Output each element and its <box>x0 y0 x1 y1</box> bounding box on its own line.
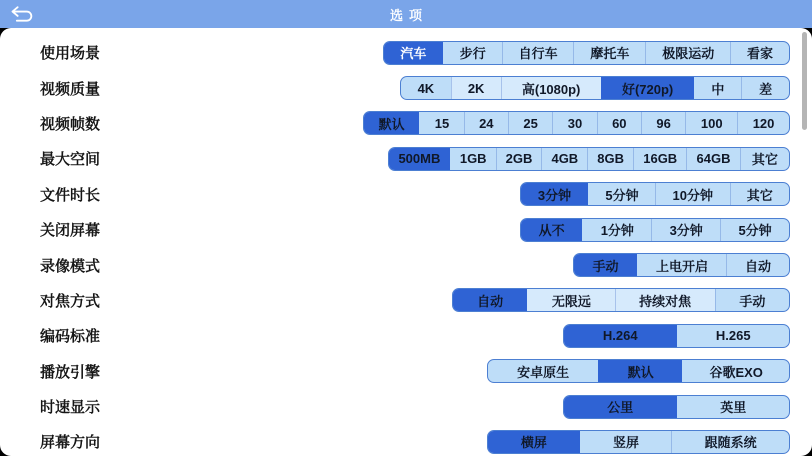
segment-option[interactable]: 25 <box>508 112 552 134</box>
segment-option[interactable]: 无限远 <box>527 289 614 311</box>
segmented-control-max-space <box>388 147 790 171</box>
segment-option[interactable]: 极限运动 <box>645 42 730 64</box>
setting-label-max-space: 最大空间 <box>40 151 101 169</box>
segmented-control-codec-standard <box>563 324 790 348</box>
segment-option[interactable]: 差 <box>741 77 789 99</box>
segment-option[interactable]: 4K <box>417 80 435 96</box>
segment-option[interactable]: H.265 <box>715 328 751 344</box>
segmented-control-focus-mode <box>452 288 790 312</box>
settings-row-video-framerate <box>0 106 812 141</box>
segment-option[interactable]: 自行车 <box>502 42 574 64</box>
segment-option[interactable]: 其它 <box>730 183 790 205</box>
segment-option[interactable]: 公里 <box>564 396 677 418</box>
segment-option[interactable]: 2K <box>451 77 501 99</box>
segment-option[interactable]: 谷歌EXO <box>709 364 763 380</box>
segment-option[interactable]: 跟随系统 <box>671 431 789 453</box>
settings-row-screen-off <box>0 212 812 247</box>
settings-row-speed-unit <box>0 389 812 424</box>
segment-option[interactable]: 横屏 <box>488 431 580 453</box>
segment-option[interactable]: 64GB <box>686 148 739 170</box>
segment-option[interactable]: 96 <box>641 112 685 134</box>
setting-label-usage-scenario: 使用场景 <box>40 45 101 63</box>
segment-option[interactable]: 摩托车 <box>573 42 645 64</box>
segment-option[interactable]: 500MB <box>389 148 450 170</box>
segment-option[interactable]: 持续对焦 <box>615 289 715 311</box>
settings-row-focus-mode <box>0 283 812 318</box>
segmented-control-video-framerate <box>363 111 790 135</box>
settings-row-file-duration <box>0 177 812 212</box>
segmented-control-player-engine <box>487 359 790 383</box>
segment-option[interactable]: 竖屏 <box>613 435 640 451</box>
setting-label-video-framerate: 视频帧数 <box>40 115 101 133</box>
segment-option[interactable]: 自动 <box>453 289 527 311</box>
segmented-control-record-mode <box>573 253 790 277</box>
setting-label-codec-standard: 编码标准 <box>40 328 101 346</box>
settings-row-record-mode <box>0 247 812 282</box>
back-button[interactable] <box>0 0 35 28</box>
segmented-control-file-duration <box>520 182 790 206</box>
segment-option[interactable]: 5分钟 <box>720 219 789 241</box>
segment-option[interactable]: 步行 <box>459 46 486 62</box>
setting-label-file-duration: 文件时长 <box>40 186 101 204</box>
segmented-control-screen-off <box>520 218 790 242</box>
segment-option[interactable]: 安卓原生 <box>517 364 570 380</box>
setting-label-focus-mode: 对焦方式 <box>40 292 101 310</box>
settings-row-usage-scenario <box>0 35 812 70</box>
segment-option[interactable]: 1分钟 <box>600 223 634 239</box>
back-arrow-icon <box>9 5 35 25</box>
segment-option[interactable]: 3分钟 <box>651 219 720 241</box>
setting-label-player-engine: 播放引擎 <box>40 363 101 381</box>
settings-row-max-space <box>0 141 812 176</box>
setting-label-screen-orientation: 屏幕方向 <box>40 434 101 452</box>
segment-option[interactable]: 手动 <box>715 289 789 311</box>
segment-option[interactable]: 5分钟 <box>605 187 639 203</box>
page-title: 选项 <box>389 7 428 23</box>
segment-option[interactable]: 中 <box>711 81 725 97</box>
segment-option[interactable]: 默认 <box>598 360 682 382</box>
setting-label-screen-off: 关闭屏幕 <box>40 222 101 240</box>
segment-option[interactable]: 3分钟 <box>521 183 588 205</box>
setting-label-video-quality: 视频质量 <box>40 80 101 98</box>
segment-option[interactable]: 60 <box>597 112 641 134</box>
content-panel <box>0 28 812 456</box>
segmented-control-speed-unit <box>563 395 790 419</box>
setting-label-record-mode: 录像模式 <box>40 257 101 275</box>
segment-option[interactable]: 上电开启 <box>655 258 708 274</box>
setting-label-speed-unit: 时速显示 <box>40 399 101 417</box>
segment-option[interactable]: H.264 <box>564 325 677 347</box>
segment-option[interactable]: 1GB <box>459 151 487 167</box>
segment-option[interactable]: 4GB <box>541 148 587 170</box>
segment-option[interactable]: 30 <box>552 112 596 134</box>
segment-option[interactable]: 汽车 <box>384 42 443 64</box>
segment-option[interactable]: 100 <box>685 112 737 134</box>
settings-row-video-quality <box>0 70 812 105</box>
segmented-control-video-quality <box>400 76 790 100</box>
segment-option[interactable]: 手动 <box>574 254 637 276</box>
segmented-control-screen-orientation <box>487 430 790 454</box>
segment-option[interactable]: 高(1080p) <box>501 77 601 99</box>
title-bar <box>0 0 812 28</box>
settings-row-player-engine <box>0 354 812 389</box>
settings-list <box>0 28 812 456</box>
segment-option[interactable]: 好(720p) <box>601 77 694 99</box>
segment-option[interactable]: 2GB <box>496 148 542 170</box>
segment-option[interactable]: 8GB <box>587 148 633 170</box>
settings-row-codec-standard <box>0 318 812 353</box>
segment-option[interactable]: 看家 <box>730 42 789 64</box>
segment-option[interactable]: 120 <box>737 112 789 134</box>
segment-option[interactable]: 默认 <box>364 112 419 134</box>
segment-option[interactable]: 其它 <box>740 148 789 170</box>
segment-option[interactable]: 英里 <box>720 400 747 416</box>
segment-option[interactable]: 16GB <box>633 148 686 170</box>
settings-row-screen-orientation <box>0 424 812 456</box>
segment-option[interactable]: 从不 <box>521 219 582 241</box>
segment-option[interactable]: 自动 <box>726 254 789 276</box>
segment-option[interactable]: 24 <box>464 112 508 134</box>
segmented-control-usage-scenario <box>383 41 790 65</box>
segment-option[interactable]: 10分钟 <box>655 183 730 205</box>
segment-option[interactable]: 15 <box>434 115 450 131</box>
scrollbar-thumb[interactable] <box>802 32 807 130</box>
